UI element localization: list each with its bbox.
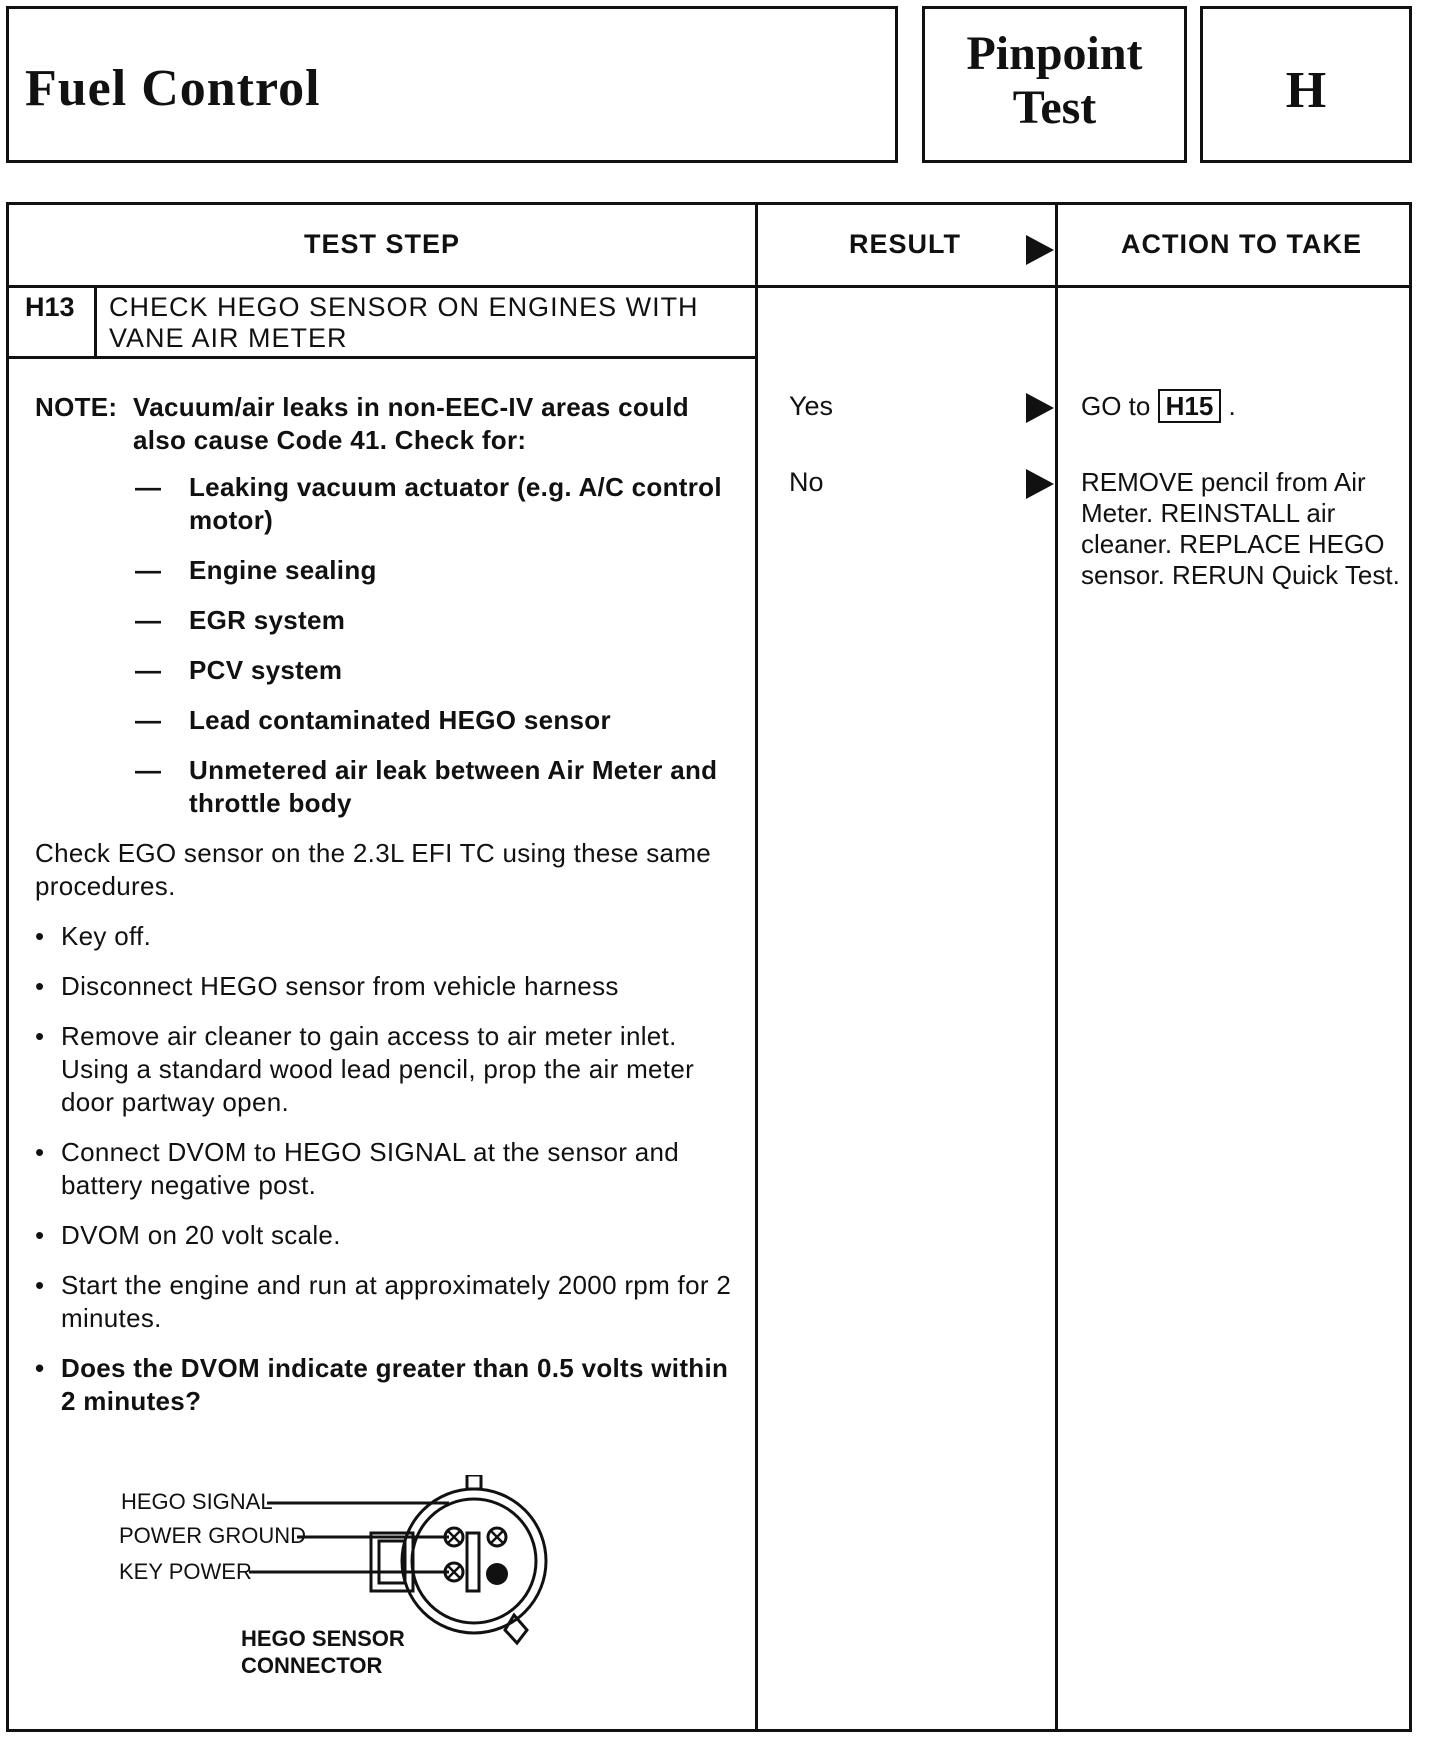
procedure-step: • Start the engine and run at approximately 2000 rpm for 2 minutes. bbox=[35, 1269, 735, 1335]
result-no-arrow-icon bbox=[1026, 469, 1054, 499]
step-id-divider bbox=[94, 285, 97, 359]
procedure-question: • Does the DVOM indicate greater than 0.5 volts within 2 minutes? bbox=[35, 1352, 735, 1418]
procedure-step: • DVOM on 20 volt scale. bbox=[35, 1219, 735, 1252]
step-title: CHECK HEGO SENSOR ON ENGINES WITH VANE AIR METER bbox=[109, 292, 699, 353]
note-label: NOTE: bbox=[35, 392, 118, 422]
pinpoint-test-box bbox=[922, 6, 1187, 163]
result-no: No bbox=[789, 467, 824, 497]
section-title-box bbox=[6, 6, 898, 163]
pinpoint-test-label bbox=[925, 27, 1184, 135]
label-key-power: KEY POWER bbox=[119, 1559, 252, 1584]
leak-check-list bbox=[35, 471, 735, 820]
result-yes: Yes bbox=[789, 391, 834, 421]
leak-item: — Lead contaminated HEGO sensor bbox=[35, 704, 735, 737]
ego-text: Check EGO sensor on the 2.3L EFI TC using these same procedures. bbox=[35, 838, 712, 901]
column-divider-action bbox=[1055, 205, 1058, 1729]
test-letter: H bbox=[1285, 62, 1327, 119]
leak-item: — Unmetered air leak between Air Meter and throttle body bbox=[35, 754, 735, 820]
test-table bbox=[6, 202, 1412, 1732]
header-result: RESULT bbox=[849, 229, 961, 259]
procedure-step: • Connect DVOM to HEGO SIGNAL at the sensor and battery negative post. bbox=[35, 1136, 735, 1202]
procedure-step: • Remove air cleaner to gain access to air meter inlet. Using a standard wood lead pencil, prop the air meter door partway open. bbox=[35, 1020, 735, 1119]
note bbox=[35, 391, 735, 457]
test-letter-box bbox=[1200, 6, 1412, 163]
header-action: ACTION TO TAKE bbox=[1121, 229, 1362, 259]
procedure-step: • Disconnect HEGO sensor from vehicle harness bbox=[35, 970, 735, 1003]
section-title: Fuel Control bbox=[25, 60, 321, 117]
header-divider bbox=[9, 285, 1409, 288]
step-id: H13 bbox=[25, 292, 75, 322]
pinpoint-line2: Test bbox=[1012, 81, 1097, 134]
leak-item: — Leaking vacuum actuator (e.g. A/C control motor) bbox=[35, 471, 735, 537]
action-yes bbox=[1081, 391, 1401, 422]
pinpoint-line1: Pinpoint bbox=[966, 27, 1143, 80]
procedure-step: • Key off. bbox=[35, 920, 735, 953]
diagram-caption-line1: HEGO SENSOR bbox=[241, 1626, 405, 1651]
result-yes-arrow-icon bbox=[1026, 393, 1054, 423]
action-no: REMOVE pencil from Air Meter. REINSTALL air cleaner. REPLACE HEGO sensor. RERUN Quick Test. bbox=[1081, 467, 1400, 590]
leak-item: — EGR system bbox=[35, 604, 735, 637]
header-arrow-icon bbox=[1026, 235, 1054, 265]
procedure-list bbox=[35, 920, 735, 1418]
header-test-step: TEST STEP bbox=[304, 229, 461, 259]
action-yes-ref: H15 bbox=[1158, 389, 1222, 423]
leak-item: — PCV system bbox=[35, 654, 735, 687]
leak-item: — Engine sealing bbox=[35, 554, 735, 587]
action-yes-suffix: . bbox=[1228, 391, 1236, 421]
diagram-caption-line2: CONNECTOR bbox=[241, 1653, 383, 1678]
note-text: Vacuum/air leaks in non-EEC-IV areas could also cause Code 41. Check for: bbox=[133, 392, 689, 455]
label-power-ground: POWER GROUND bbox=[119, 1523, 306, 1548]
column-divider-result bbox=[755, 205, 758, 1729]
step-title-divider bbox=[9, 356, 758, 359]
test-step-content bbox=[35, 391, 735, 1435]
diagram-caption bbox=[241, 1625, 405, 1679]
label-hego-signal: HEGO SIGNAL bbox=[121, 1489, 273, 1514]
hego-connector-diagram bbox=[109, 1475, 649, 1705]
action-yes-prefix: GO to bbox=[1081, 391, 1151, 421]
